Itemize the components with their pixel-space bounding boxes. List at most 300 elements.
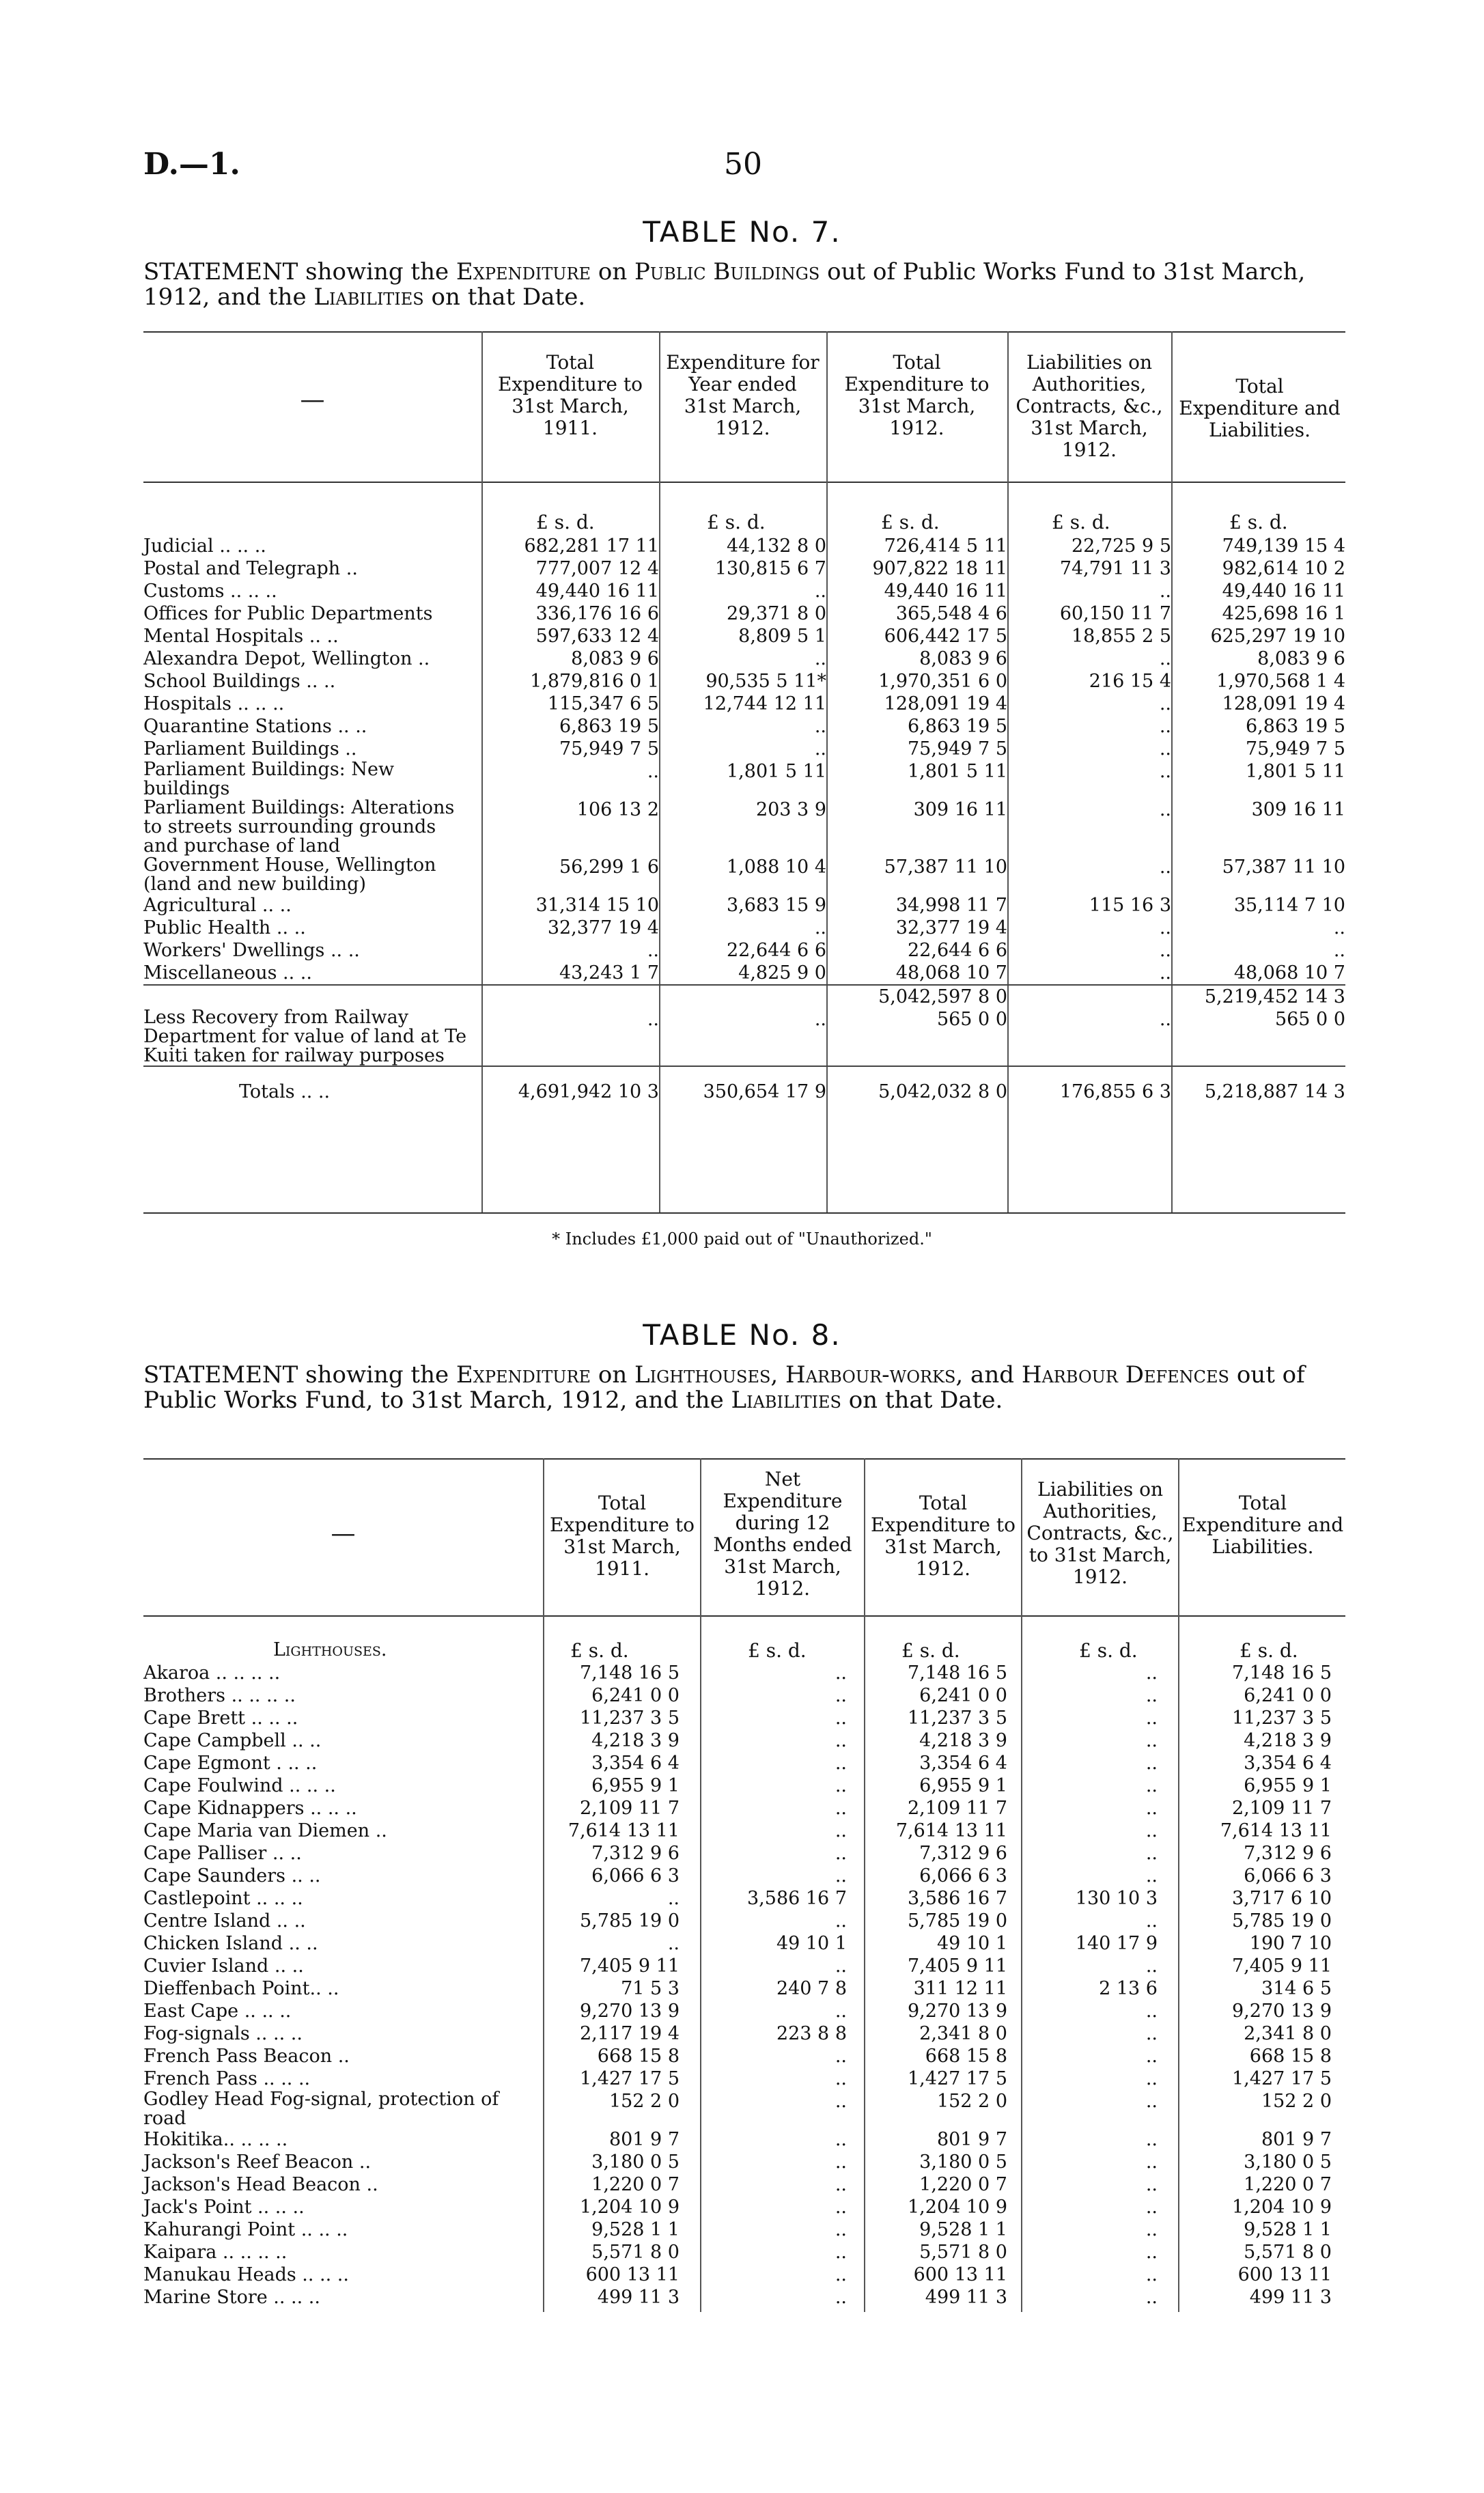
row-value: 1,427 17 5	[908, 2068, 1007, 2089]
row-value: 9,528 1 1	[591, 2219, 680, 2240]
row-value: ..	[1145, 2174, 1158, 2195]
row-value: 982,614 10 2	[1222, 558, 1345, 579]
row-value: 152 2 0	[936, 2091, 1007, 2112]
statement-text: Expenditure	[456, 258, 591, 285]
page-number: 50	[724, 147, 762, 182]
row-label: Offices for Public Departments	[143, 603, 433, 624]
row-label: Cape Maria van Diemen ..	[143, 1820, 387, 1841]
row-value: ..	[835, 1955, 847, 1977]
table-row	[143, 1684, 1332, 1707]
row-value: 801 9 7	[1261, 2129, 1332, 2150]
row-label: Public Health .. ..	[143, 917, 306, 938]
row-value: 49,440 16 11	[535, 581, 659, 602]
row-label: School Buildings .. ..	[143, 671, 336, 692]
row-value: 5,785 19 0	[580, 1910, 680, 1932]
table-row	[143, 1707, 1332, 1729]
row-value: ..	[1145, 2287, 1158, 2308]
row-value: ..	[1145, 2129, 1158, 2150]
row-value: ..	[1145, 1775, 1158, 1796]
row-value: 57,387 11 10	[1222, 856, 1345, 878]
row-value: 223 8 8	[776, 2023, 847, 2044]
table8-col-heading: Liabilities on Authorities, Contracts, &c., to 31st March, 1912.	[1026, 1478, 1174, 1588]
table-row	[143, 939, 1345, 962]
row-label: Kahurangi Point .. .. ..	[143, 2219, 348, 2240]
row-value: 49,440 16 11	[1222, 581, 1345, 602]
row-value: 4,218 3 9	[591, 1730, 680, 1751]
row-label: Cape Palliser .. ..	[143, 1843, 302, 1864]
table7-col-heading: Expenditure for Year ended 31st March, 1912.	[666, 351, 820, 439]
statement-text: Public Buildings	[634, 258, 820, 285]
table8-col-heading: Total Expenditure to 31st March, 1911.	[550, 1492, 695, 1580]
table-row	[143, 2196, 1332, 2218]
row-value: 499 11 3	[925, 2287, 1007, 2308]
row-label: Parliament Buildings ..	[143, 738, 357, 760]
section-heading: Lighthouses.	[273, 1639, 387, 1660]
row-label: Cape Saunders .. ..	[143, 1865, 321, 1886]
row-value: ..	[1333, 940, 1345, 961]
table7-footnote: * Includes £1,000 paid out of "Unauthorized."	[552, 1229, 932, 1249]
table-row	[143, 1887, 1332, 1910]
row-value: 3,586 16 7	[908, 1888, 1007, 1909]
table8-col-heading: Total Expenditure to 31st March, 1912.	[871, 1492, 1016, 1580]
table-row	[143, 1955, 1332, 1977]
row-value: ..	[814, 648, 826, 669]
row-value: 3,180 0 5	[919, 2151, 1007, 2173]
row-value: ..	[1159, 648, 1171, 669]
row-value: ..	[835, 2001, 847, 2022]
units-label: £ s. d.	[1079, 1639, 1138, 1662]
totals-value: 176,855 6 3	[1059, 1081, 1171, 1102]
row-value: 4,218 3 9	[919, 1730, 1007, 1751]
table-row	[143, 1774, 1332, 1797]
row-value: 22,644 6 6	[727, 940, 826, 961]
row-value: 1,801 5 11	[908, 761, 1007, 782]
row-value: ..	[647, 940, 659, 961]
row-value: 314 6 5	[1261, 1978, 1332, 1999]
row-value: ..	[1145, 2151, 1158, 2173]
row-label: Brothers .. .. .. ..	[143, 1685, 296, 1706]
row-value: 190 7 10	[1249, 1933, 1332, 1954]
totals-row	[143, 1066, 1345, 1103]
row-value: 2,109 11 7	[908, 1798, 1007, 1819]
row-label: Jack's Point .. .. ..	[143, 2197, 305, 2218]
row-value: ..	[1145, 2001, 1158, 2022]
table8-header-rule	[143, 1615, 1345, 1617]
row-value: ..	[1145, 1730, 1158, 1751]
row-value: 29,371 8 0	[727, 603, 826, 624]
row-value: 726,414 5 11	[884, 535, 1007, 557]
row-value: 3,586 16 7	[747, 1888, 847, 1909]
row-value: 4,218 3 9	[1244, 1730, 1332, 1751]
row-value: 34,998 11 7	[895, 895, 1007, 916]
row-value: ..	[1159, 856, 1171, 878]
row-value: 2,109 11 7	[1232, 1798, 1332, 1819]
row-value: ..	[814, 716, 826, 737]
row-label: Miscellaneous .. ..	[143, 962, 312, 984]
row-value: 22,644 6 6	[908, 940, 1007, 961]
row-value: ..	[1159, 940, 1171, 961]
row-value: 7,312 9 6	[919, 1843, 1007, 1864]
row-value: ..	[814, 581, 826, 602]
row-label: Marine Store .. .. ..	[143, 2287, 320, 2308]
table-row	[143, 2241, 1332, 2264]
row-value: ..	[835, 1730, 847, 1751]
row-value: 6,241 0 0	[591, 1685, 680, 1706]
row-value: 9,270 13 9	[908, 2001, 1007, 2022]
row-value: 75,949 7 5	[908, 738, 1007, 760]
row-value: ..	[1145, 1798, 1158, 1819]
totals-label: Totals .. ..	[239, 1081, 331, 1102]
table8-statement	[143, 1363, 1345, 1413]
row-value: 22,725 9 5	[1072, 535, 1171, 557]
row-value: ..	[1145, 1910, 1158, 1932]
row-value: 1,088 10 4	[727, 856, 826, 878]
row-value: ..	[835, 1798, 847, 1819]
row-value: ..	[1145, 2023, 1158, 2044]
row-value: ..	[667, 1933, 680, 1954]
row-label: Customs .. .. ..	[143, 581, 277, 602]
row-value: 7,405 9 11	[908, 1955, 1007, 1977]
row-label: Government House, Wellington (land and new building)	[143, 854, 436, 895]
table-row	[143, 2218, 1332, 2241]
table7-statement	[143, 260, 1345, 310]
row-value: ..	[835, 1820, 847, 1841]
table-row	[143, 1820, 1332, 1842]
row-value: ..	[1159, 581, 1171, 602]
row-value: ..	[835, 2219, 847, 2240]
empty-cell	[481, 985, 659, 1008]
table7-col-heading: Total Expenditure and Liabilities.	[1179, 375, 1341, 441]
table8-col-heading: Net Expenditure during 12 Months ended 31st March, 1912.	[713, 1468, 852, 1600]
table7-col-heading: Total Expenditure to 31st March, 1912.	[844, 351, 990, 439]
table8-title: TABLE No. 8.	[643, 1318, 841, 1352]
row-value: 1,427 17 5	[580, 2068, 680, 2089]
row-value: 1,801 5 11	[1246, 761, 1345, 782]
row-value: 1,220 0 7	[591, 2174, 680, 2195]
table-row	[143, 760, 1345, 798]
row-value: 6,241 0 0	[1244, 1685, 1332, 1706]
row-value: ..	[814, 1009, 826, 1030]
table8-top-rule	[143, 1458, 1345, 1460]
row-value: ..	[1145, 1708, 1158, 1729]
row-value: ..	[835, 1708, 847, 1729]
row-value: ..	[1145, 1753, 1158, 1774]
row-value: 2,341 8 0	[919, 2023, 1007, 2044]
row-value: 74,791 11 3	[1059, 558, 1171, 579]
row-value: ..	[1145, 1865, 1158, 1886]
table-row	[143, 693, 1345, 715]
row-label: Akaroa .. .. .. ..	[143, 1662, 281, 1684]
row-value: ..	[667, 1888, 680, 1909]
row-value: ..	[1145, 2264, 1158, 2285]
row-value: ..	[1145, 2219, 1158, 2240]
row-value: 106 13 2	[576, 799, 659, 820]
row-value: 128,091 19 4	[1222, 693, 1345, 714]
table7-bottom-rule	[143, 1212, 1345, 1214]
row-value: 6,863 19 5	[908, 716, 1007, 737]
table8-col-heading: Total Expenditure and Liabilities.	[1181, 1492, 1344, 1558]
row-value: 625,297 19 10	[1210, 626, 1345, 647]
row-value: ..	[835, 2174, 847, 2195]
units-label: £ s. d.	[1052, 511, 1110, 533]
row-value: 7,614 13 11	[568, 1820, 680, 1841]
row-value: ..	[1145, 1955, 1158, 1977]
table-row	[143, 670, 1345, 693]
row-value: ..	[835, 1685, 847, 1706]
row-value: 499 11 3	[597, 2287, 680, 2308]
empty-cell	[143, 985, 481, 1008]
row-value: 2,341 8 0	[1244, 2023, 1332, 2044]
table-row	[143, 894, 1345, 917]
row-label: Workers' Dwellings .. ..	[143, 940, 360, 961]
row-value: 682,281 17 11	[524, 535, 659, 557]
row-value: ..	[835, 2046, 847, 2067]
row-value: 71 5 3	[621, 1978, 680, 1999]
row-value: 9,270 13 9	[1232, 2001, 1332, 2022]
row-value: 7,312 9 6	[1244, 1843, 1332, 1864]
row-label: French Pass .. .. ..	[143, 2068, 311, 2089]
row-value: 3,180 0 5	[591, 2151, 680, 2173]
row-label: Cape Campbell .. ..	[143, 1730, 322, 1751]
row-value: 3,683 15 9	[727, 895, 826, 916]
statement-text: STATEMENT showing the	[143, 1361, 456, 1389]
row-value: ..	[835, 1662, 847, 1684]
row-value: 11,237 3 5	[908, 1708, 1007, 1729]
row-value: 4,825 9 0	[738, 962, 826, 984]
row-value: 31,314 15 10	[535, 895, 659, 916]
row-value: 35,114 7 10	[1233, 895, 1345, 916]
row-label: Quarantine Stations .. ..	[143, 716, 367, 737]
table7-top-rule	[143, 331, 1345, 333]
row-value: 3,354 6 4	[1244, 1753, 1332, 1774]
table8-body	[143, 1662, 1332, 2309]
row-value: 240 7 8	[776, 1978, 847, 1999]
row-label: Centre Island .. ..	[143, 1910, 306, 1932]
row-value: 60,150 11 7	[1059, 603, 1171, 624]
row-value: ..	[1159, 799, 1171, 820]
row-value: 9,528 1 1	[919, 2219, 1007, 2240]
row-label: Dieffenbach Point.. ..	[143, 1978, 339, 1999]
row-value: 9,528 1 1	[1244, 2219, 1332, 2240]
empty-cell	[659, 985, 826, 1008]
table-row	[143, 2173, 1332, 2196]
row-value: 5,571 8 0	[919, 2242, 1007, 2263]
row-value: ..	[1333, 917, 1345, 938]
subtotal-row	[143, 985, 1345, 1008]
row-value: 668 15 8	[597, 2046, 680, 2067]
row-value: 7,405 9 11	[580, 1955, 680, 1977]
table-row	[143, 1842, 1332, 1865]
row-value: ..	[814, 917, 826, 938]
row-value: 3,717 6 10	[1232, 1888, 1332, 1909]
row-value: 6,955 9 1	[591, 1775, 680, 1796]
row-value: 75,949 7 5	[559, 738, 659, 760]
row-label: Postal and Telegraph ..	[143, 558, 358, 579]
row-value: 6,863 19 5	[1246, 716, 1345, 737]
row-value: ..	[835, 2264, 847, 2285]
table7-header-rule	[143, 482, 1345, 483]
row-value: 3,180 0 5	[1244, 2151, 1332, 2173]
row-label: French Pass Beacon ..	[143, 2046, 350, 2067]
row-value: 130 10 3	[1075, 1888, 1158, 1909]
row-label: Hokitika.. .. .. ..	[143, 2129, 288, 2150]
row-value: 801 9 7	[608, 2129, 680, 2150]
row-label: Cape Egmont . .. ..	[143, 1753, 318, 1774]
statement-text: on that Date.	[841, 1387, 1003, 1414]
row-value: ..	[835, 2197, 847, 2218]
totals-value: 5,218,887 14 3	[1204, 1081, 1345, 1102]
statement-text: Liabilities	[313, 283, 424, 311]
row-label: Cape Brett .. .. ..	[143, 1708, 298, 1729]
row-value: 1,204 10 9	[580, 2197, 680, 2218]
units-label: £ s. d.	[707, 511, 766, 533]
table-row	[143, 856, 1345, 894]
row-value: ..	[647, 1009, 659, 1030]
row-value: 75,949 7 5	[1246, 738, 1345, 760]
row-value: ..	[1145, 2068, 1158, 2089]
units-label: £ s. d.	[881, 511, 940, 533]
row-label: Less Recovery from Railway Department for value of land at Te Kuiti taken for railway purposes	[143, 1007, 467, 1066]
totals-value: 4,691,942 10 3	[518, 1081, 659, 1102]
row-value: ..	[1145, 2242, 1158, 2263]
row-value: 7,405 9 11	[1232, 1955, 1332, 1977]
row-label: Chicken Island .. ..	[143, 1933, 318, 1954]
row-label: Godley Head Fog-signal, protection of road	[143, 2089, 499, 2129]
row-value: 48,068 10 7	[895, 962, 1007, 984]
row-value: 152 2 0	[608, 2091, 680, 2112]
less-recovery-row	[143, 1008, 1345, 1066]
row-value: 3,354 6 4	[591, 1753, 680, 1774]
row-value: 1,801 5 11	[727, 761, 826, 782]
row-value: 6,066 6 3	[591, 1865, 680, 1886]
row-value: ..	[1159, 716, 1171, 737]
row-value: ..	[1159, 962, 1171, 984]
row-value: ..	[1145, 1662, 1158, 1684]
row-value: 140 17 9	[1075, 1933, 1158, 1954]
row-value: 668 15 8	[1249, 2046, 1332, 2067]
row-label: Jackson's Head Beacon ..	[143, 2174, 378, 2195]
table-row	[143, 602, 1345, 625]
row-value: 130,815 6 7	[714, 558, 826, 579]
row-value: 1,220 0 7	[919, 2174, 1007, 2195]
row-value: 8,083 9 6	[919, 648, 1007, 669]
table-row	[143, 2128, 1332, 2151]
statement-text: STATEMENT showing the	[143, 258, 456, 285]
row-value: 11,237 3 5	[580, 1708, 680, 1729]
row-value: 597,633 12 4	[535, 626, 659, 647]
table-row	[143, 962, 1345, 985]
table-row	[143, 557, 1345, 580]
empty-cell	[1007, 985, 1171, 1008]
row-value: 749,139 15 4	[1222, 535, 1345, 557]
subtotal-value: 5,042,597 8 0	[878, 986, 1007, 1007]
row-value: ..	[835, 2068, 847, 2089]
row-value: 48,068 10 7	[1233, 962, 1345, 984]
row-label: Alexandra Depot, Wellington ..	[143, 648, 430, 669]
row-value: ..	[1159, 693, 1171, 714]
page-ref: D.—1.	[143, 147, 240, 182]
row-value: 9,270 13 9	[580, 2001, 680, 2022]
statement-text: Harbour Defences	[1021, 1361, 1230, 1389]
row-value: 12,744 12 11	[703, 693, 826, 714]
row-value: ..	[1145, 1820, 1158, 1841]
row-value: 309 16 11	[913, 799, 1007, 820]
row-label: Cuvier Island .. ..	[143, 1955, 304, 1977]
row-value: ..	[835, 2287, 847, 2308]
table-row	[143, 2045, 1332, 2067]
row-value: 6,863 19 5	[559, 716, 659, 737]
subtotal-value: 5,219,452 14 3	[1204, 986, 1345, 1007]
row-value: 565 0 0	[936, 1009, 1007, 1030]
table-row	[143, 715, 1345, 738]
row-value: 1,204 10 9	[908, 2197, 1007, 2218]
row-value: ..	[835, 1910, 847, 1932]
row-label: Agricultural .. ..	[143, 895, 292, 916]
row-value: ..	[835, 2151, 847, 2173]
row-label: Fog-signals .. .. ..	[143, 2023, 303, 2044]
row-value: 1,204 10 9	[1232, 2197, 1332, 2218]
row-value: 6,066 6 3	[1244, 1865, 1332, 1886]
row-value: 43,243 1 7	[559, 962, 659, 984]
row-value: 5,571 8 0	[1244, 2242, 1332, 2263]
row-value: 115,347 6 5	[547, 693, 659, 714]
row-value: 309 16 11	[1251, 799, 1345, 820]
row-value: ..	[1145, 2046, 1158, 2067]
row-value: ..	[1145, 1685, 1158, 1706]
table-row	[143, 2000, 1332, 2022]
row-value: 7,614 13 11	[1220, 1820, 1332, 1841]
row-value: 6,955 9 1	[919, 1775, 1007, 1796]
table-row	[143, 535, 1345, 557]
table8-stub-heading: —	[331, 1520, 356, 1548]
row-value: 2 13 6	[1099, 1978, 1158, 1999]
row-value: ..	[1145, 2091, 1158, 2112]
row-label: Castlepoint .. .. ..	[143, 1888, 303, 1909]
row-value: ..	[835, 2129, 847, 2150]
row-value: ..	[814, 738, 826, 760]
row-value: 777,007 12 4	[535, 558, 659, 579]
units-label: £ s. d.	[1240, 1639, 1298, 1662]
row-value: 90,535 5 11*	[705, 671, 826, 692]
row-value: ..	[1159, 738, 1171, 760]
row-value: 907,822 18 11	[872, 558, 1007, 579]
row-value: 49,440 16 11	[884, 581, 1007, 602]
row-value: 5,785 19 0	[1232, 1910, 1332, 1932]
row-value: 6,241 0 0	[919, 1685, 1007, 1706]
row-value: 600 13 11	[1237, 2264, 1332, 2285]
row-value: 216 15 4	[1089, 671, 1171, 692]
row-value: 11,237 3 5	[1232, 1708, 1332, 1729]
totals-value: 5,042,032 8 0	[878, 1081, 1007, 1102]
row-label: Hospitals .. .. ..	[143, 693, 285, 714]
table-row	[143, 1977, 1332, 2000]
table-row	[143, 1752, 1332, 1774]
row-value: ..	[835, 2091, 847, 2112]
statement-text: on that Date.	[423, 283, 586, 311]
row-value: 606,442 17 5	[884, 626, 1007, 647]
row-label: Parliament Buildings: New buildings	[143, 759, 395, 799]
table-row	[143, 2264, 1332, 2286]
row-value: 2,109 11 7	[580, 1798, 680, 1819]
row-value: 1,970,568 1 4	[1216, 671, 1345, 692]
row-value: 49 10 1	[776, 1933, 847, 1954]
table-row	[143, 2090, 1332, 2128]
table-row	[143, 1662, 1332, 1684]
table7-title: TABLE No. 7.	[643, 215, 841, 249]
table-row	[143, 2022, 1332, 2045]
row-value: ..	[1145, 2197, 1158, 2218]
table-row	[143, 738, 1345, 760]
